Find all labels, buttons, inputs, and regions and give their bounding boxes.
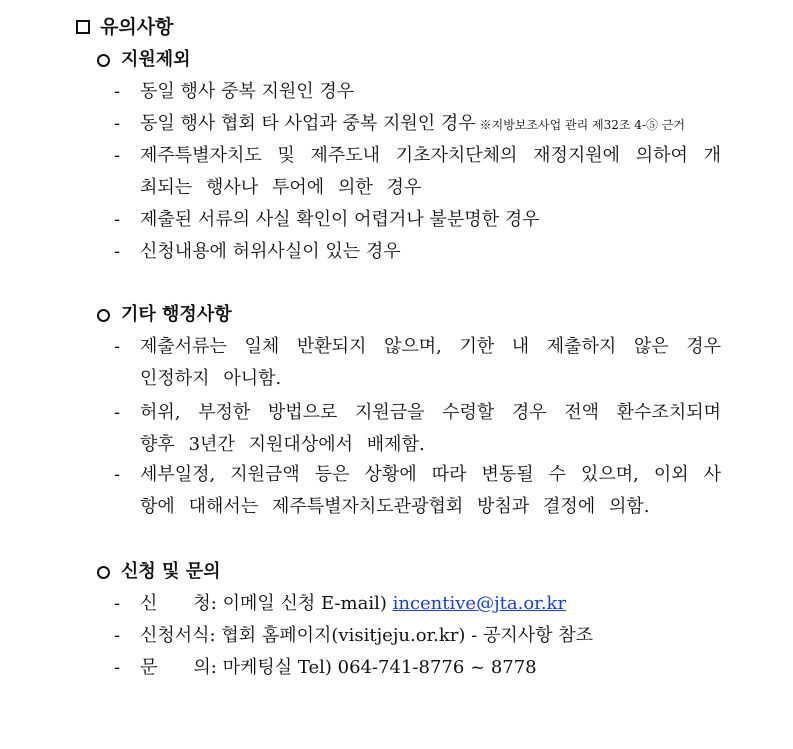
list-item-text: 마케팅실 Tel) 064-741-8776 ~ 8778 <box>222 657 537 678</box>
list-item <box>114 204 721 236</box>
section-heading-contact <box>97 559 220 585</box>
dash-bullet: - <box>114 464 121 485</box>
circle-bullet-icon <box>97 54 110 67</box>
list-item-body <box>140 620 721 652</box>
list-item <box>114 331 721 395</box>
email-link[interactable]: incentive@jta.or.kr <box>392 593 567 614</box>
list-item <box>114 140 721 204</box>
list-item <box>114 652 721 684</box>
circle-bullet-icon <box>97 566 110 579</box>
section-title: 지원제외 <box>121 49 191 70</box>
list-item-text: 제출된 서류의 사실 확인이 어렵거나 불분명한 경우 <box>140 209 540 230</box>
dash-bullet: - <box>114 402 121 423</box>
section-heading-exclusions <box>97 47 191 73</box>
list-item-text: 허위, 부정한 방법으로 지원금을 수령할 경우 전액 환수조치되며 향후 3년간 지원대상에서 배제함. <box>140 402 721 455</box>
dash-bullet: - <box>114 593 121 614</box>
dash-bullet: - <box>114 336 121 357</box>
list-item-text: 세부일정, 지원금액 등은 상황에 따라 변동될 수 있으며, 이외 사항에 대해서는 제주특별자치도관광협회 방침과 결정에 의함. <box>140 464 721 517</box>
list-item-text: 신청내용에 허위사실이 있는 경우 <box>140 241 401 262</box>
list-item-text: 제출서류는 일체 반환되지 않으며, 기한 내 제출하지 않은 경우 인정하지 아니함. <box>140 336 721 389</box>
list-item <box>114 588 721 620</box>
list-item <box>114 620 721 652</box>
dash-bullet: - <box>114 625 121 646</box>
list-item-text: 동일 행사 중복 지원인 경우 <box>140 81 355 102</box>
dash-bullet: - <box>114 145 121 166</box>
list-item-text: 제주특별자치도 및 제주도내 기초자치단체의 재정지원에 의하여 개최되는 행사나 투어에 의한 경우 <box>140 145 721 198</box>
checkbox-icon <box>76 20 90 34</box>
list-item-text: 동일 행사 협회 타 사업과 중복 지원인 경우 <box>140 113 476 134</box>
list-item-text: 협회 홈페이지(visitjeju.or.kr) - 공지사항 참조 <box>221 625 594 646</box>
main-heading-text: 유의사항 <box>100 16 174 38</box>
dash-bullet: - <box>114 81 121 102</box>
dash-bullet: - <box>114 113 121 134</box>
list-item <box>114 459 721 523</box>
field-label: 문 의: <box>140 657 217 678</box>
circle-bullet-icon <box>97 309 110 322</box>
footnote-text: ※지방보조사업 관리 제32조 4-⑤ 근거 <box>479 118 685 132</box>
field-label: 신 청: <box>140 593 217 614</box>
list-item-text: 이메일 신청 E-mail) <box>222 593 387 614</box>
dash-bullet: - <box>114 241 121 262</box>
list-item <box>114 236 721 268</box>
list-item <box>114 76 721 108</box>
dash-bullet: - <box>114 209 121 230</box>
section-title: 기타 행정사항 <box>121 304 232 325</box>
list-item-body <box>140 652 721 684</box>
list-item-body <box>140 108 721 141</box>
list-item-body <box>140 588 721 620</box>
list-item <box>114 397 721 461</box>
field-label: 신청서식: <box>140 625 216 646</box>
main-heading <box>76 14 173 40</box>
list-item <box>114 108 721 140</box>
section-heading-admin <box>97 302 232 328</box>
section-title: 신청 및 문의 <box>121 561 221 582</box>
dash-bullet: - <box>114 657 121 678</box>
